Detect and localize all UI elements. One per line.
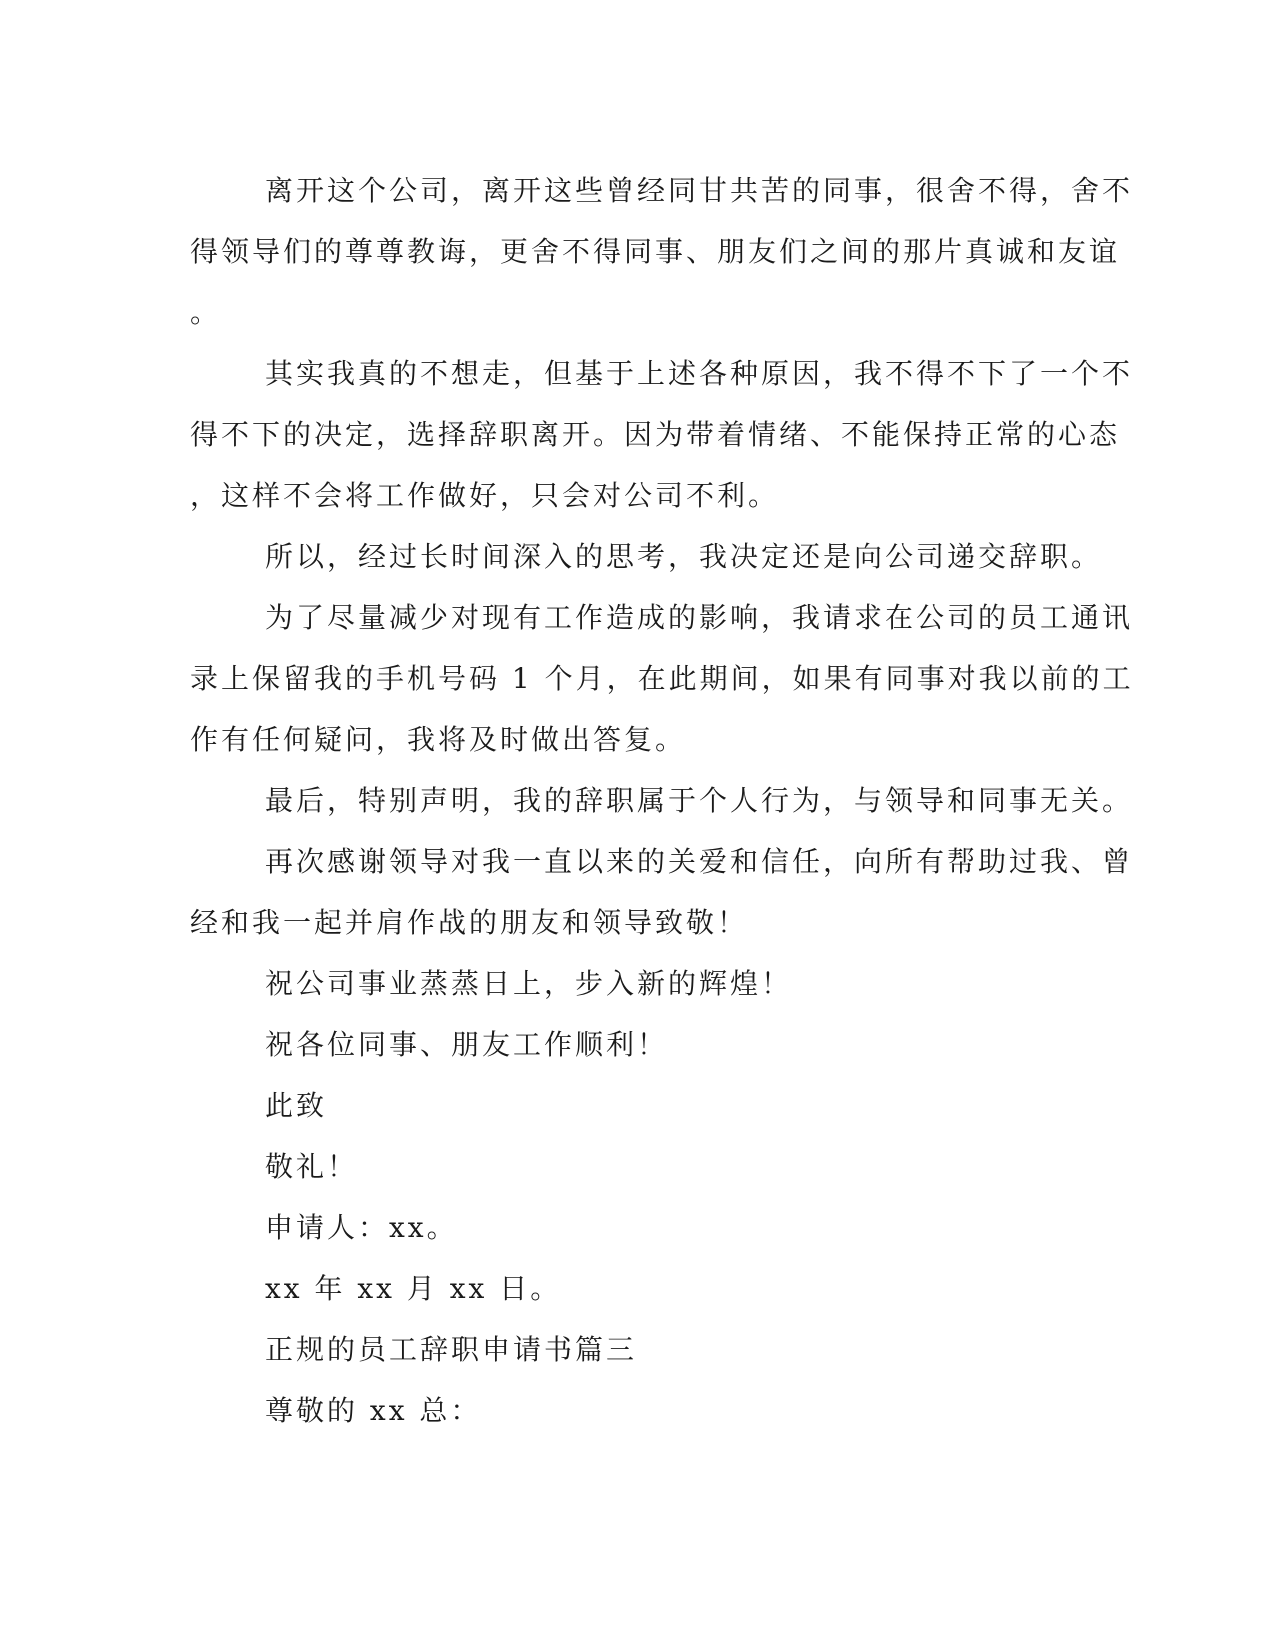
text-line: 所以，经过长时间深入的思考，我决定还是向公司递交辞职。 [265,540,1103,573]
text-line: 祝各位同事、朋友工作顺利！ [265,1028,669,1061]
text-line: 得领导们的尊尊教诲，更舍不得同事、朋友们之间的那片真诚和友谊 [190,235,1121,268]
text-line: ，这样不会将工作做好，只会对公司不利。 [190,479,780,512]
text-line: 。 [190,296,222,329]
text-line: 再次感谢领导对我一直以来的关爱和信任，向所有帮助过我、曾 [265,845,1134,878]
section-heading: 正规的员工辞职申请书篇三 [265,1333,638,1366]
letter-greeting: 尊敬的 xx 总： [265,1394,482,1427]
text-line: 其实我真的不想走，但基于上述各种原因，我不得不下了一个不 [265,357,1134,390]
document-body [190,160,1134,1441]
text-line: 祝公司事业蒸蒸日上，步入新的辉煌！ [265,967,793,1000]
text-line: 离开这个公司，离开这些曾经同甘共苦的同事，很舍不得，舍不 [265,174,1134,207]
applicant-signature: 申请人：xx。 [265,1211,458,1244]
text-line: 得不下的决定，选择辞职离开。因为带着情绪、不能保持正常的心态 [190,418,1121,451]
text-line: 最后，特别声明，我的辞职属于个人行为，与领导和同事无关。 [265,784,1134,817]
text-line: 经和我一起并肩作战的朋友和领导致敬！ [190,906,749,939]
signature-date: xx 年 xx 月 xx 日。 [265,1272,562,1305]
closing-regards: 敬礼！ [265,1150,359,1183]
text-line: 为了尽量减少对现有工作造成的影响，我请求在公司的员工通讯 [265,601,1134,634]
text-line: 录上保留我的手机号码 1 个月，在此期间，如果有同事对我以前的工 [190,662,1134,695]
text-line: 作有任何疑问，我将及时做出答复。 [190,723,687,756]
closing-salutation: 此致 [265,1089,328,1122]
